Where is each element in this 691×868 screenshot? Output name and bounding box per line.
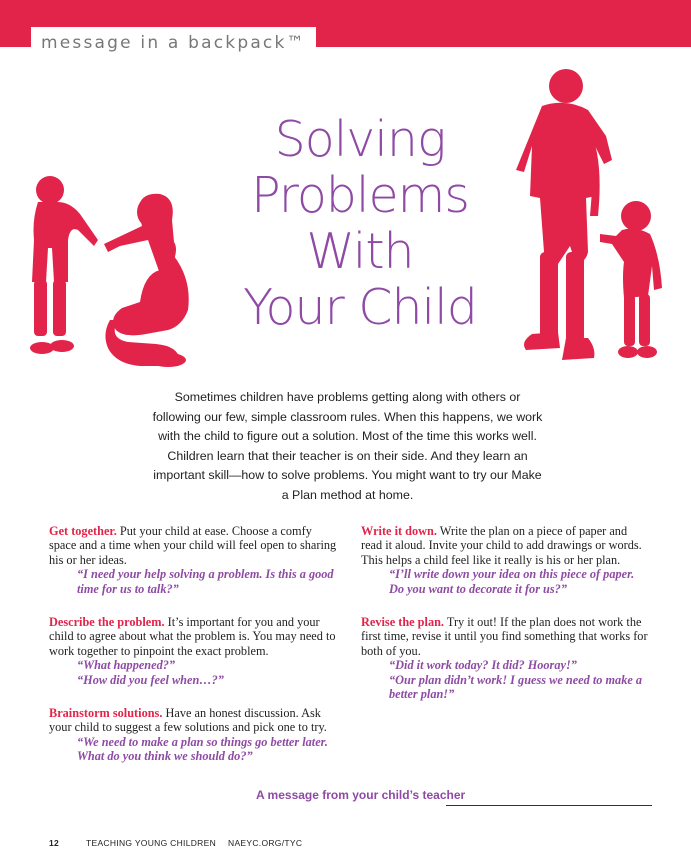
tip-heading: Revise the plan.	[361, 615, 445, 630]
tip-revise-plan	[361, 615, 651, 701]
tip-heading: Describe the problem.	[49, 615, 165, 630]
tip-quote: “Our plan didn’t work! I guess we need to make a better plan!”	[389, 672, 643, 702]
page-title	[210, 112, 510, 336]
title-line: Problems	[251, 167, 469, 224]
tip-quote: “What happened?”	[77, 658, 176, 673]
tip-quote: “Did it work today? It did? Hooray!”	[389, 658, 577, 673]
tip-heading: Write it down.	[361, 524, 437, 538]
footer-page-number: 12	[49, 838, 60, 848]
tips-column-right	[361, 524, 651, 720]
tip-get-together	[49, 524, 341, 596]
footer-publication: TEACHING YOUNG CHILDREN	[86, 838, 217, 848]
tip-text: Put your child at ease. Choose a comfy space and a time when your child will feel open to sharing his or her ideas.	[49, 524, 337, 567]
tip-quote: “How did you feel when…?”	[77, 672, 224, 687]
tip-quote: “I’ll write down your idea on this piece of paper. Do you want to decorate it for us?”	[389, 567, 635, 596]
footer-url: NAEYC.ORG/TYC	[228, 838, 303, 848]
title-line: Your Child	[243, 279, 477, 336]
tips-column-left	[49, 524, 341, 783]
adult-child-silhouette-right	[496, 66, 676, 386]
tip-write-it-down	[361, 524, 651, 596]
tip-quote: “I need your help solving a problem. Is this a good time for us to talk?”	[77, 567, 334, 596]
tip-heading: Brainstorm solutions.	[49, 706, 163, 721]
tip-heading: Get together.	[49, 524, 117, 538]
teacher-message-label: A message from your child’s teacher	[256, 788, 466, 802]
tip-describe-problem	[49, 615, 341, 687]
child-adult-silhouette-left	[28, 170, 198, 370]
tip-text: Try it out! If the plan does not work the first time, revise it until you find something that works for both of you.	[361, 615, 648, 658]
title-line: With	[306, 223, 414, 280]
tip-quote: “We need to make a plan so things go better later. What do you think we should do?”	[77, 734, 328, 764]
intro-paragraph: Sometimes children have problems getting along with others or following our few, simple classroom rules. When this happens, we work with the child to figure out a solution. Most of the time this works well. Children learn that their teacher is on their side. And they learn an important skill—how to solve problems. You might want to try our Make a Plan method at home.	[152, 390, 543, 502]
tip-text: Write the plan on a piece of paper and read it aloud. Invite your child to add drawings or words. This helps a child feel like it really is his or her plan.	[361, 524, 642, 567]
header-title: message in a backpack™	[31, 27, 316, 55]
teacher-message-line	[446, 805, 652, 806]
tip-brainstorm	[49, 706, 341, 764]
title-line: Solving	[274, 111, 446, 168]
tip-text: Have an honest discussion. Ask your child to suggest a few solutions and pick one to try.	[49, 706, 327, 735]
tip-text: It’s important for you and your child to agree about what the problem is. You may need to work together to pinpoint the exact problem.	[49, 615, 336, 658]
